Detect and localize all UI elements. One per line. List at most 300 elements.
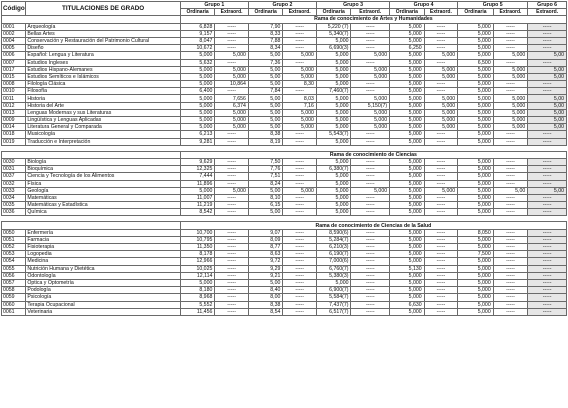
grade-cell: 11,456 — [180, 308, 215, 315]
grade-cell: ----- — [528, 272, 567, 279]
grade-cell: 5,000 — [390, 279, 425, 286]
grade-cell: ----- — [493, 265, 528, 272]
grade-cell: ----- — [493, 294, 528, 301]
grade-cell: 5,000 — [351, 52, 390, 59]
codigo-cell: 0033 — [2, 187, 26, 194]
grade-cell: 8,180 — [180, 287, 215, 294]
grade-cell: 5,632 — [180, 59, 215, 66]
grade-cell: ----- — [351, 166, 390, 173]
grade-cell: ----- — [215, 209, 249, 216]
grade-cell: 7,76 — [248, 166, 283, 173]
codigo-cell: 0059 — [2, 294, 26, 301]
codigo-cell: 0051 — [2, 236, 26, 243]
grade-cell: 5,000 — [215, 52, 249, 59]
table-row — [2, 73, 567, 80]
grade-cell: 5,00 — [248, 102, 283, 109]
table-row — [2, 187, 567, 194]
grade-cell: 8,09 — [248, 236, 283, 243]
grade-cell: ----- — [493, 287, 528, 294]
grade-cell: ----- — [528, 81, 567, 88]
grade-cell: ----- — [424, 37, 458, 44]
titulacion-cell: Matemáticas — [26, 194, 180, 201]
grade-cell: ----- — [215, 166, 249, 173]
grade-cell: 5,000 — [180, 109, 215, 116]
titulacion-cell: Español: Lengua y Literatura — [26, 52, 180, 59]
grade-cell: ----- — [215, 37, 249, 44]
grade-cell: 8,77 — [248, 244, 283, 251]
grade-cell: 5,000 — [390, 166, 425, 173]
grade-cell: ----- — [493, 251, 528, 258]
grade-cell: 5,000 — [424, 95, 458, 102]
grade-cell: 5,000 — [493, 102, 528, 109]
table-row — [2, 294, 567, 301]
grade-cell: ----- — [424, 138, 458, 145]
grade-cell: ----- — [215, 131, 249, 138]
grade-cell: ----- — [424, 251, 458, 258]
grade-cell: 9,72 — [248, 258, 283, 265]
grade-cell: 5,130 — [390, 265, 425, 272]
ordinaria-header: Ordinaria — [390, 9, 425, 16]
grade-cell: 5,000 — [458, 131, 494, 138]
section-header-blank — [2, 16, 181, 23]
table-body — [2, 16, 567, 316]
grade-cell: ----- — [351, 279, 390, 286]
grade-cell: 5,000 — [316, 102, 351, 109]
codigo-cell: 0006 — [2, 52, 26, 59]
grade-cell: 6,690(3) — [316, 45, 351, 52]
grade-cell: 6,760(7) — [316, 265, 351, 272]
table-row — [2, 166, 567, 173]
codigo-cell: 0005 — [2, 45, 26, 52]
grade-cell: 5,000 — [458, 194, 494, 201]
grade-cell: 6,828 — [180, 23, 215, 30]
grade-cell: 5,00 — [528, 52, 567, 59]
grade-cell: 5,000 — [316, 173, 351, 180]
grupo-6-header: Grupo 6 — [528, 2, 567, 9]
grade-cell: 5,150(7) — [351, 102, 390, 109]
grade-cell: 5,000 — [351, 66, 390, 73]
grade-cell: ----- — [215, 158, 249, 165]
grade-cell: 5,00 — [528, 187, 567, 194]
grade-cell: ----- — [283, 173, 317, 180]
grade-cell: 5,000 — [458, 52, 494, 59]
grade-cell: ----- — [493, 88, 528, 95]
grade-cell: ----- — [215, 236, 249, 243]
table-row — [2, 279, 567, 286]
grade-cell: ----- — [215, 301, 249, 308]
grade-cell: ----- — [424, 279, 458, 286]
codigo-cell: 0017 — [2, 66, 26, 73]
grade-cell: ----- — [424, 287, 458, 294]
grade-cell: 5,00 — [248, 279, 283, 286]
codigo-cell: 0054 — [2, 258, 26, 265]
grade-cell: ----- — [351, 301, 390, 308]
grade-cell: ----- — [493, 173, 528, 180]
grade-cell: ----- — [424, 30, 458, 37]
grade-cell: 5,000 — [390, 158, 425, 165]
codigo-cell: 0009 — [2, 117, 26, 124]
grade-cell: 5,000 — [316, 52, 351, 59]
grade-cell: ----- — [528, 30, 567, 37]
grade-cell: 5,000 — [458, 102, 494, 109]
grade-cell: 5,000 — [390, 202, 425, 209]
grade-cell: 7,84 — [248, 88, 283, 95]
grade-cell: 11,219 — [180, 202, 215, 209]
grade-cell: 6,900(7) — [316, 287, 351, 294]
grade-cell: 11,896 — [180, 180, 215, 187]
grade-cell: ----- — [493, 158, 528, 165]
grade-cell: 8,33 — [248, 30, 283, 37]
codigo-cell: 0061 — [2, 308, 26, 315]
grade-cell: 5,000 — [493, 66, 528, 73]
grade-cell: ----- — [283, 308, 317, 315]
grade-cell: ----- — [351, 173, 390, 180]
section-header-row — [2, 16, 567, 23]
grade-cell: 5,000 — [180, 95, 215, 102]
grade-cell: 5,000 — [215, 109, 249, 116]
codigo-cell: 0056 — [2, 272, 26, 279]
grade-cell: 5,000 — [458, 30, 494, 37]
grade-cell: ----- — [528, 265, 567, 272]
grade-cell: 5,000 — [493, 52, 528, 59]
table-row — [2, 158, 567, 165]
grade-cell: ----- — [493, 209, 528, 216]
grade-cell: 5,000 — [458, 272, 494, 279]
titulacion-cell: Fisioterapia — [26, 244, 180, 251]
grade-cell: ----- — [351, 59, 390, 66]
grade-cell: ----- — [493, 166, 528, 173]
grade-cell: ----- — [424, 258, 458, 265]
grade-cell: ----- — [283, 180, 317, 187]
grade-cell: 5,584(7) — [316, 294, 351, 301]
grade-cell: 10,864 — [215, 81, 249, 88]
grade-cell: 6,190(7) — [316, 251, 351, 258]
grade-cell: 8,10 — [248, 194, 283, 201]
grade-cell: 5,000 — [180, 117, 215, 124]
grade-cell: ----- — [528, 180, 567, 187]
grade-cell: ----- — [351, 30, 390, 37]
grade-cell: 5,000 — [424, 117, 458, 124]
grade-cell: ----- — [283, 202, 317, 209]
grade-cell: 5,000 — [390, 30, 425, 37]
grade-cell: 5,000 — [458, 294, 494, 301]
grade-cell: 5,000 — [458, 37, 494, 44]
table-row — [2, 202, 567, 209]
grade-cell: 5,00 — [528, 109, 567, 116]
grade-cell: 5,000 — [493, 73, 528, 80]
table-row — [2, 244, 567, 251]
titulacion-cell: Física — [26, 180, 180, 187]
grade-cell: 8,34 — [248, 45, 283, 52]
titulacion-cell: Podología — [26, 287, 180, 294]
titulacion-cell: Química — [26, 209, 180, 216]
section-header-blank — [2, 151, 181, 158]
grade-cell: 8,40 — [248, 287, 283, 294]
grade-cell: 6,213 — [180, 131, 215, 138]
grade-cell: 8,63 — [248, 251, 283, 258]
grade-cell: 5,000 — [215, 117, 249, 124]
grade-cell: 12,966 — [180, 258, 215, 265]
table-row — [2, 251, 567, 258]
grade-cell: 5,000 — [316, 37, 351, 44]
grade-cell: 5,000 — [458, 173, 494, 180]
grade-cell: ----- — [351, 180, 390, 187]
grade-cell: 8,968 — [180, 294, 215, 301]
table-row — [2, 236, 567, 243]
titulacion-cell: Matemáticas y Estadística — [26, 202, 180, 209]
grade-cell: 5,00 — [248, 109, 283, 116]
extraord-header: Extraord. — [283, 9, 317, 16]
ordinaria-header: Ordinaria — [458, 9, 494, 16]
codigo-cell: 0001 — [2, 23, 26, 30]
grade-cell: ----- — [351, 81, 390, 88]
grade-cell: ----- — [283, 30, 317, 37]
codigo-cell: 0011 — [2, 95, 26, 102]
grade-cell: 5,000 — [390, 180, 425, 187]
titulacion-cell: Arqueología — [26, 23, 180, 30]
grade-cell: 5,000 — [458, 236, 494, 243]
grade-cell: 5,000 — [493, 117, 528, 124]
grade-cell: 5,00 — [248, 73, 283, 80]
grade-cell: ----- — [424, 173, 458, 180]
grade-cell: ----- — [424, 166, 458, 173]
grade-cell: 8,54 — [248, 308, 283, 315]
table-row — [2, 37, 567, 44]
titulacion-cell: Odontología — [26, 272, 180, 279]
section-title: Rama de conocimiento de Ciencias — [180, 151, 566, 158]
titulacion-cell: Nutrición Humana y Dietética — [26, 265, 180, 272]
grade-cell: 8,03 — [283, 95, 317, 102]
grade-cell: 9,157 — [180, 30, 215, 37]
grade-cell: 5,000 — [390, 308, 425, 315]
grade-cell: 5,000 — [390, 66, 425, 73]
grade-cell: 7,50 — [248, 158, 283, 165]
grade-cell: ----- — [493, 202, 528, 209]
titulacion-cell: Historia — [26, 95, 180, 102]
grade-cell: 7,88 — [248, 37, 283, 44]
grade-cell: 5,000 — [283, 117, 317, 124]
titulacion-cell: Veterinaria — [26, 308, 180, 315]
ordinaria-header: Ordinaria — [316, 9, 351, 16]
grade-cell: ----- — [528, 173, 567, 180]
grade-cell: ----- — [493, 37, 528, 44]
grade-cell: 7,656 — [215, 95, 249, 102]
grade-cell: 5,000 — [424, 73, 458, 80]
table-row — [2, 81, 567, 88]
grade-cell: 5,000 — [458, 202, 494, 209]
table-row — [2, 95, 567, 102]
grade-cell: 5,000 — [458, 166, 494, 173]
grade-cell: ----- — [351, 88, 390, 95]
grade-cell: ----- — [351, 138, 390, 145]
grade-cell: 5,000 — [390, 88, 425, 95]
grade-cell: ----- — [215, 244, 249, 251]
table-row — [2, 117, 567, 124]
titulacion-cell: Logopedia — [26, 251, 180, 258]
grade-cell: 8,19 — [248, 138, 283, 145]
grade-cell: ----- — [528, 194, 567, 201]
grade-cell: ----- — [424, 202, 458, 209]
grade-cell: 5,000 — [390, 95, 425, 102]
grade-cell: 5,000 — [424, 109, 458, 116]
grade-cell: 5,00 — [248, 187, 283, 194]
grade-cell: ----- — [493, 236, 528, 243]
grade-cell: 5,000 — [424, 124, 458, 131]
grade-cell: 8,047 — [180, 37, 215, 44]
grade-cell: ----- — [528, 158, 567, 165]
grade-cell: 5,000 — [283, 52, 317, 59]
grade-cell: ----- — [351, 287, 390, 294]
grade-cell: ----- — [528, 138, 567, 145]
extraord-header: Extraord. — [351, 9, 390, 16]
extraord-header: Extraord. — [528, 9, 567, 16]
table-row — [2, 59, 567, 66]
titulacion-cell: Estudios Hispano-Alemanes — [26, 66, 180, 73]
grupo-2-header: Grupo 2 — [248, 2, 316, 9]
grade-cell: 5,000 — [316, 59, 351, 66]
grade-cell: 9,629 — [180, 158, 215, 165]
grade-cell: ----- — [424, 45, 458, 52]
ordinaria-header: Ordinaria — [248, 9, 283, 16]
grade-cell: 6,400 — [180, 88, 215, 95]
grade-cell: ----- — [215, 258, 249, 265]
grade-cell: 5,000 — [390, 236, 425, 243]
grade-cell: 5,000 — [458, 301, 494, 308]
grade-cell: ----- — [493, 272, 528, 279]
grade-cell: 5,000 — [458, 23, 494, 30]
grade-cell: 5,000 — [458, 158, 494, 165]
grade-cell: ----- — [493, 131, 528, 138]
grade-cell: ----- — [283, 244, 317, 251]
grade-cell: 7,444 — [180, 173, 215, 180]
extraord-header: Extraord. — [493, 9, 528, 16]
grade-cell: ----- — [215, 180, 249, 187]
table-row — [2, 23, 567, 30]
grade-cell: ----- — [351, 23, 390, 30]
table-row — [2, 173, 567, 180]
codigo-cell: 0058 — [2, 287, 26, 294]
section-title: Rama de conocimiento de Artes y Humanidades — [180, 16, 566, 23]
grade-cell: 6,500 — [458, 59, 494, 66]
grade-cell: 5,000 — [424, 52, 458, 59]
table-row — [2, 45, 567, 52]
titulacion-cell: Musicología — [26, 131, 180, 138]
grade-cell: ----- — [215, 30, 249, 37]
grade-cell: 5,000 — [390, 229, 425, 236]
grade-cell: ----- — [424, 81, 458, 88]
grade-cell: 6,380(7) — [316, 166, 351, 173]
titulacion-cell: Lenguas Modernas y sus Literaturas — [26, 109, 180, 116]
titulacion-cell: Biología — [26, 158, 180, 165]
grade-cell: 5,000 — [316, 95, 351, 102]
grade-cell: 5,000 — [390, 272, 425, 279]
grade-cell: 5,000 — [390, 187, 425, 194]
grade-cell: 5,000 — [351, 109, 390, 116]
grade-cell: ----- — [493, 59, 528, 66]
grade-cell: 5,552 — [180, 301, 215, 308]
grade-cell: ----- — [493, 301, 528, 308]
section-title: Rama de conocimiento de Ciencias de la Salud — [180, 222, 566, 229]
grupo-3-header: Grupo 3 — [316, 2, 389, 9]
grade-cell: 5,000 — [458, 258, 494, 265]
grade-cell: ----- — [283, 59, 317, 66]
codigo-cell: 0008 — [2, 81, 26, 88]
grade-cell: ----- — [528, 251, 567, 258]
grade-cell: 5,000 — [351, 117, 390, 124]
grade-cell: ----- — [283, 236, 317, 243]
grade-cell: 6,15 — [248, 202, 283, 209]
grade-cell: 7,437(7) — [316, 301, 351, 308]
grade-cell: 5,000 — [390, 258, 425, 265]
table-row — [2, 124, 567, 131]
table-row — [2, 66, 567, 73]
codigo-cell: 0037 — [2, 173, 26, 180]
grade-cell: 5,000 — [390, 244, 425, 251]
grade-cell: ----- — [351, 229, 390, 236]
titulacion-cell: Diseño — [26, 45, 180, 52]
grade-cell: 8,24 — [248, 180, 283, 187]
grade-cell: ----- — [283, 279, 317, 286]
grade-cell: ----- — [215, 202, 249, 209]
grade-cell: ----- — [283, 301, 317, 308]
titulacion-cell: Bellas Artes — [26, 30, 180, 37]
grade-cell: ----- — [528, 287, 567, 294]
grade-cell: ----- — [215, 265, 249, 272]
titulacion-cell: Óptica y Optometría — [26, 279, 180, 286]
grade-cell: 7,51 — [248, 173, 283, 180]
grade-cell: 5,000 — [424, 66, 458, 73]
grade-cell: ----- — [351, 258, 390, 265]
grade-cell: 12,325 — [180, 166, 215, 173]
grade-cell: 5,00 — [493, 187, 528, 194]
grade-cell: 9,21 — [248, 272, 283, 279]
grade-cell: ----- — [215, 251, 249, 258]
grade-cell: 5,284(7) — [316, 236, 351, 243]
grade-cell: 5,000 — [316, 194, 351, 201]
grade-cell: 5,000 — [215, 124, 249, 131]
cutoff-grades-table — [1, 1, 567, 316]
grade-cell: 5,000 — [316, 180, 351, 187]
titulacion-cell: Enfermería — [26, 229, 180, 236]
grade-cell: ----- — [528, 308, 567, 315]
grade-cell: ----- — [424, 272, 458, 279]
grade-cell: ----- — [424, 244, 458, 251]
grade-cell: 8,178 — [180, 251, 215, 258]
grade-cell: 5,00 — [248, 95, 283, 102]
grade-cell: 5,000 — [316, 81, 351, 88]
grade-cell: ----- — [493, 279, 528, 286]
grade-cell: 5,000 — [180, 66, 215, 73]
grade-cell: 5,220 (7) — [316, 23, 351, 30]
table-row — [2, 265, 567, 272]
grade-cell: 5,000 — [458, 209, 494, 216]
table-row — [2, 209, 567, 216]
grade-cell: ----- — [528, 244, 567, 251]
grade-cell: ----- — [351, 45, 390, 52]
codigo-cell: 0004 — [2, 37, 26, 44]
titulacion-cell: Traducción e Interpretación — [26, 138, 180, 145]
grade-cell: ----- — [528, 258, 567, 265]
codigo-cell: 0036 — [2, 209, 26, 216]
section-header-row — [2, 222, 567, 229]
grade-cell: 5,00 — [528, 66, 567, 73]
grade-cell: ----- — [351, 244, 390, 251]
grade-cell: 5,000 — [316, 109, 351, 116]
table-header — [2, 2, 567, 16]
grade-cell: 8,050 — [458, 229, 494, 236]
grade-cell: ----- — [283, 287, 317, 294]
grade-cell: 5,000 — [316, 202, 351, 209]
